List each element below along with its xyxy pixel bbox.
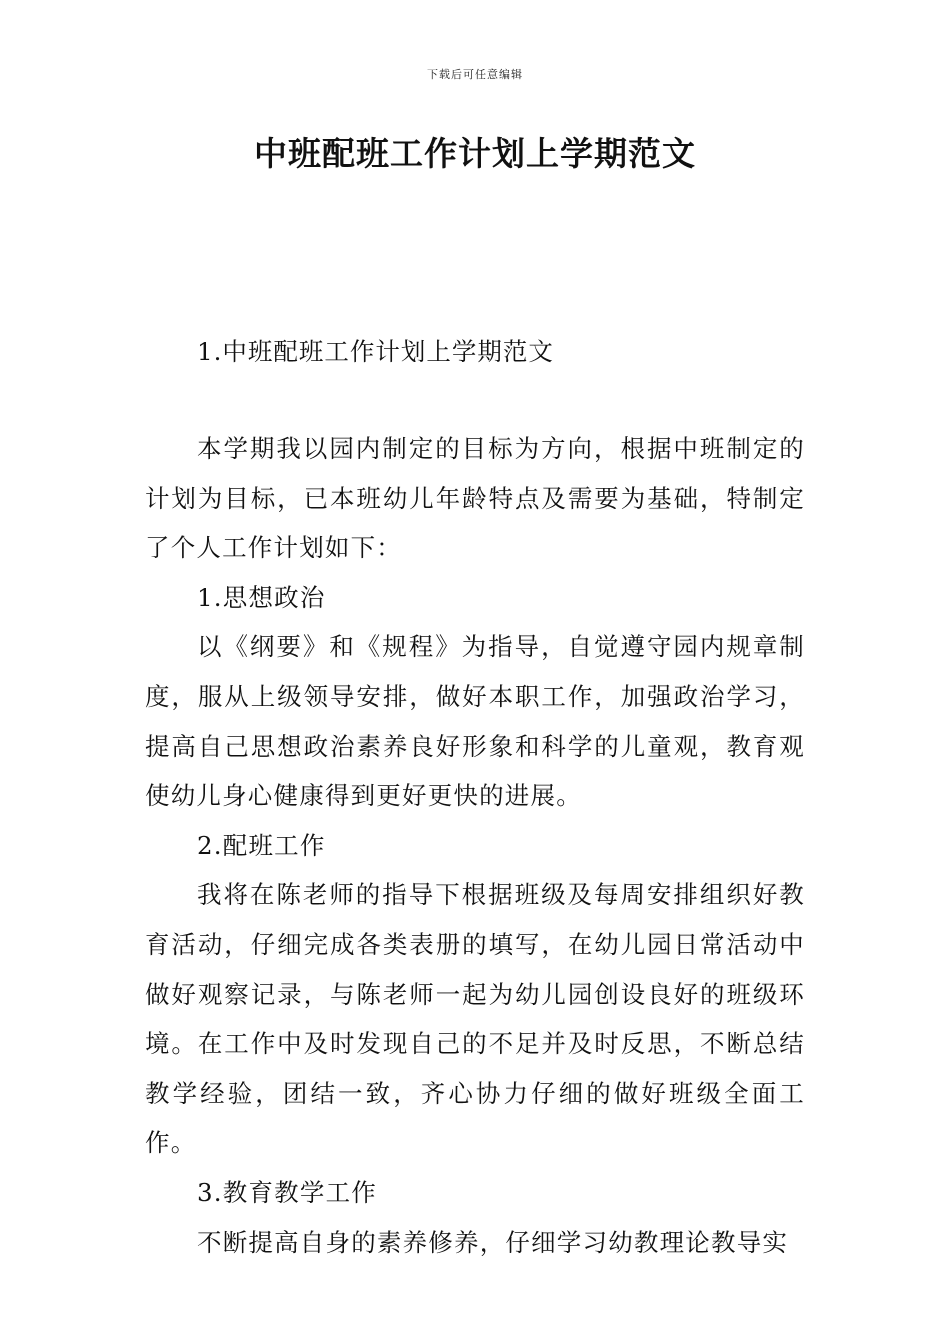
section-heading-1: 1.思想政治 — [197, 582, 326, 612]
document-body — [145, 424, 805, 1267]
section-heading-2: 2.配班工作 — [197, 830, 326, 860]
section-paragraph-2: 我将在陈老师的指导下根据班级及每周安排组织好教育活动，仔细完成各类表册的填写，在幼儿园日常活动中做好观察记录，与陈老师一起为幼儿园创设良好的班级环境。在工作中及时发现自己的不足并及时反思，不断总结教学经验，团结一致，齐心协力仔细的做好班级全面工作。 — [145, 880, 805, 1158]
section-paragraph-1: 以《纲要》和《规程》为指导，自觉遵守园内规章制度，服从上级领导安排，做好本职工作，加强政治学习，提高自己思想政治素养良好形象和科学的儿童观，教育观使幼儿身心健康得到更好更快的进展。 — [145, 632, 805, 811]
section-subheading: 1.中班配班工作计划上学期范文 — [197, 337, 554, 366]
section-paragraph-3: 不断提高自身的素养修养，仔细学习幼教理论教导实 — [197, 1227, 789, 1257]
document-title: 中班配班工作计划上学期范文 — [254, 134, 696, 173]
intro-paragraph: 本学期我以园内制定的目标为方向，根据中班制定的计划为目标，已本班幼儿年龄特点及需要为基础，特制定了个人工作计划如下： — [145, 434, 805, 563]
section-heading-3: 3.教育教学工作 — [197, 1177, 377, 1207]
header-note: 下载后可任意编辑 — [427, 68, 523, 81]
